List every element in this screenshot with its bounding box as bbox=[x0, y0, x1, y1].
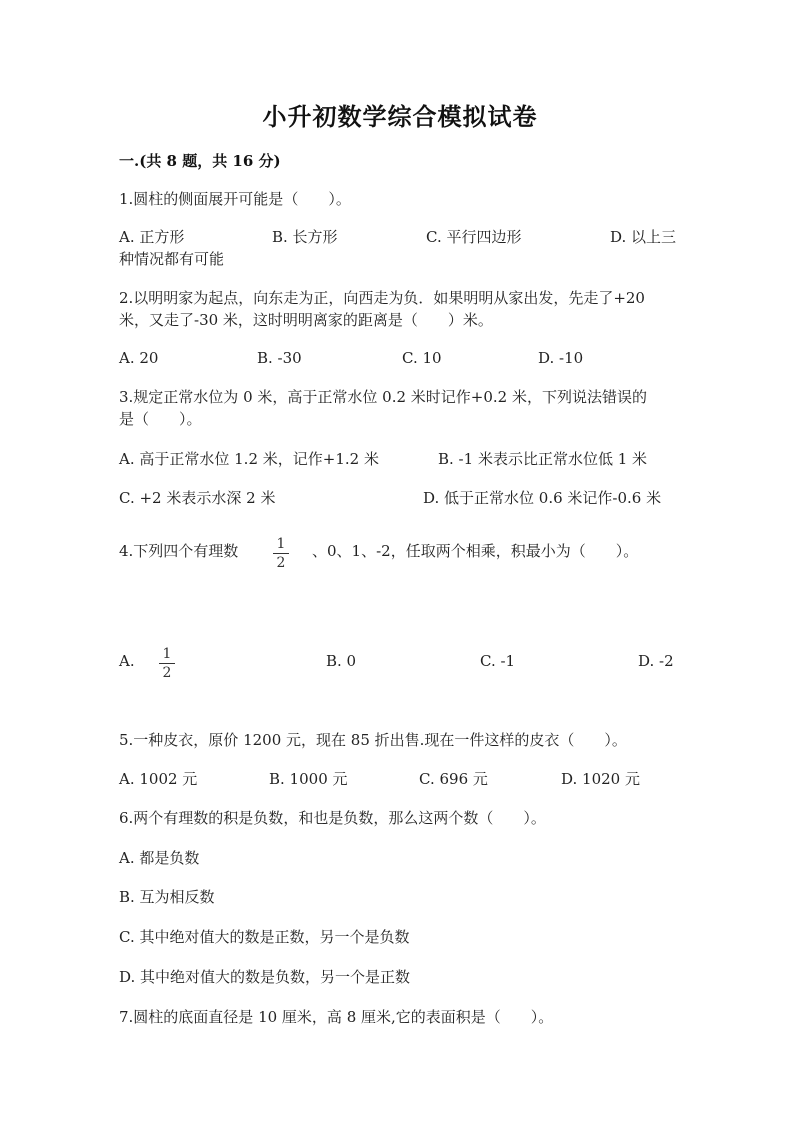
question-2-option-b[interactable]: B. -30 bbox=[257, 349, 302, 367]
question-5-option-b[interactable]: B. 1000 元 bbox=[269, 770, 348, 788]
fraction-numerator: 1 bbox=[159, 646, 175, 664]
question-1-option-d[interactable]: D. 以上三 bbox=[610, 228, 677, 246]
question-1-option-b[interactable]: B. 长方形 bbox=[272, 228, 338, 246]
question-3-stem-line-2: 是（ ）。 bbox=[119, 410, 202, 428]
question-7-stem: 7.圆柱的底面直径是 10 厘米，高 8 厘米,它的表面积是（ ）。 bbox=[119, 1008, 554, 1026]
fraction-denominator: 2 bbox=[276, 555, 286, 571]
fraction-denominator: 2 bbox=[162, 665, 172, 681]
question-4-fraction bbox=[273, 536, 289, 571]
question-1-option-d-continued: 种情况都有可能 bbox=[119, 250, 225, 268]
section-header: 一.(共 8 题，共 16 分) bbox=[119, 152, 281, 170]
question-6-option-d[interactable]: D. 其中绝对值大的数是负数，另一个是正数 bbox=[119, 968, 411, 986]
question-3-option-d[interactable]: D. 低于正常水位 0.6 米记作-0.6 米 bbox=[423, 489, 662, 507]
question-6-option-c[interactable]: C. 其中绝对值大的数是正数，另一个是负数 bbox=[119, 928, 410, 946]
question-3-option-a[interactable]: A. 高于正常水位 1.2 米，记作+1.2 米 bbox=[119, 450, 379, 468]
question-4-option-b[interactable]: B. 0 bbox=[326, 652, 357, 670]
question-6-option-b[interactable]: B. 互为相反数 bbox=[119, 888, 215, 906]
question-4-stem-suffix: 、0、1、-2，任取两个相乘，积最小为（ ）。 bbox=[312, 542, 639, 560]
question-5-stem: 5.一种皮衣，原价 1200 元，现在 85 折出售.现在一件这样的皮衣（ ）。 bbox=[119, 731, 627, 749]
question-2-option-a[interactable]: A. 20 bbox=[119, 349, 159, 367]
question-2-option-d[interactable]: D. -10 bbox=[538, 349, 584, 367]
question-6-stem: 6.两个有理数的积是负数，和也是负数，那么这两个数（ ）。 bbox=[119, 809, 546, 827]
page-title: 小升初数学综合模拟试卷 bbox=[262, 102, 538, 131]
question-4-option-d[interactable]: D. -2 bbox=[638, 652, 674, 670]
question-2-stem-line-2: 米，又走了-30 米，这时明明离家的距离是（ ）米。 bbox=[119, 311, 493, 329]
question-3-option-c[interactable]: C. +2 米表示水深 2 米 bbox=[119, 489, 276, 507]
question-3-option-b[interactable]: B. -1 米表示比正常水位低 1 米 bbox=[438, 450, 648, 468]
question-5-option-d[interactable]: D. 1020 元 bbox=[561, 770, 640, 788]
question-4-option-a[interactable]: A. bbox=[119, 652, 135, 670]
question-1-stem: 1.圆柱的侧面展开可能是（ ）。 bbox=[119, 190, 351, 208]
fraction-numerator: 1 bbox=[273, 536, 289, 554]
question-1-option-c[interactable]: C. 平行四边形 bbox=[426, 228, 522, 246]
question-5-option-a[interactable]: A. 1002 元 bbox=[119, 770, 198, 788]
question-4-option-a-fraction bbox=[159, 646, 175, 681]
question-6-option-a[interactable]: A. 都是负数 bbox=[119, 849, 200, 867]
question-2-stem-line-1: 2.以明明家为起点，向东走为正，向西走为负．如果明明从家出发，先走了+20 bbox=[119, 289, 645, 307]
question-3-stem-line-1: 3.规定正常水位为 0 米，高于正常水位 0.2 米时记作+0.2 米，下列说法错误的 bbox=[119, 388, 647, 406]
question-1-option-a[interactable]: A. 正方形 bbox=[119, 228, 185, 246]
question-5-option-c[interactable]: C. 696 元 bbox=[419, 770, 488, 788]
question-4-option-c[interactable]: C. -1 bbox=[480, 652, 516, 670]
question-4-stem-prefix: 4.下列四个有理数 bbox=[119, 542, 239, 560]
question-2-option-c[interactable]: C. 10 bbox=[402, 349, 442, 367]
